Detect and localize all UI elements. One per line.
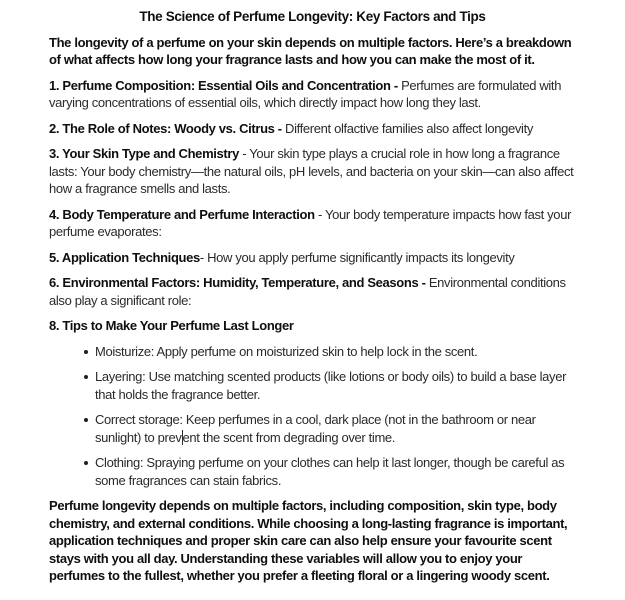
bullet-icon xyxy=(84,418,88,422)
list-item-moisturize[interactable] xyxy=(49,343,576,361)
section-3-paragraph[interactable] xyxy=(49,145,576,198)
list-item-text: Clothing: Spraying perfume on your clothes can help it last longer, though be careful as some fragrances can stain fabrics. xyxy=(95,455,565,488)
document-title: The Science of Perfume Longevity: Key Factors and Tips xyxy=(139,9,486,24)
list-item-text: Moisturize: Apply perfume on moisturized skin to help lock in the scent. xyxy=(95,343,478,359)
list-item-layering[interactable] xyxy=(49,368,576,403)
section-4-text: - Your body temperature impacts how fast your perfume evaporates: xyxy=(49,206,572,239)
section-4-paragraph[interactable] xyxy=(49,206,576,241)
section-6-heading: 6. Environmental Factors: Humidity, Temperature, and Seasons - xyxy=(49,275,426,290)
bullet-icon xyxy=(84,375,88,379)
section-3-heading: 3. Your Skin Type and Chemistry xyxy=(49,146,239,161)
list-item-clothing[interactable] xyxy=(49,454,576,489)
list-item-text-before-cursor: Correct storage: Keep perfumes in a cool, dark place (not in the bathroom or near sunlight) to prev xyxy=(95,412,536,445)
section-2-heading: 2. The Role of Notes: Woody vs. Citrus - xyxy=(49,120,282,136)
section-4-heading: 4. Body Temperature and Perfume Interaction xyxy=(49,206,315,222)
bullet-icon xyxy=(84,350,88,354)
section-5-paragraph[interactable] xyxy=(49,249,576,267)
section-5-text: - How you apply perfume significantly impacts its longevity xyxy=(199,249,515,265)
section-5-heading: 5. Application Techniques xyxy=(49,249,200,265)
section-6-text: Environmental conditions also play a significant role: xyxy=(49,275,566,308)
conclusion-paragraph[interactable]: Perfume longevity depends on multiple factors, including composition, skin type, body chemistry, and external conditions. While choosing a long-lasting fragrance is important, application techniques and proper skin care can also help ensure your favourite scent stays with you all day. Understanding these variables will allow you to enjoy your perfumes to the fullest, whether you prefer a fleeting floral or a lingering woody scent. xyxy=(49,498,568,583)
list-item-correct-storage[interactable] xyxy=(49,411,576,446)
tips-heading[interactable]: 8. Tips to Make Your Perfume Last Longer xyxy=(49,318,294,333)
section-3-text: - Your skin type plays a crucial role in how long a fragrance lasts: Your body chemistry—the natural oils, pH levels, and bacteria on your skin—can also affect how a fragrance smells and lasts. xyxy=(49,146,574,196)
list-item-text-after-cursor: ent the scent from degrading over time. xyxy=(182,429,396,445)
bullet-icon xyxy=(84,461,88,465)
section-1-heading: 1. Perfume Composition: Essential Oils and Concentration - xyxy=(49,77,398,93)
section-6-paragraph[interactable] xyxy=(49,274,576,309)
intro-paragraph[interactable]: The longevity of a perfume on your skin depends on multiple factors. Here’s a breakdown of what affects how long your fragrance lasts and how you can make the most of it. xyxy=(49,34,572,67)
section-2-text: Different olfactive families also affect longevity xyxy=(281,120,533,136)
section-1-text: Perfumes are formulated with varying concentrations of essential oils, which directly impact how long they last. xyxy=(49,77,562,110)
tips-list xyxy=(49,343,576,490)
list-item-text: Layering: Use matching scented products (like lotions or body oils) to build a base layer that holds the fragrance better. xyxy=(95,369,567,402)
section-1-paragraph[interactable] xyxy=(49,77,576,112)
section-2-paragraph[interactable] xyxy=(49,120,576,138)
